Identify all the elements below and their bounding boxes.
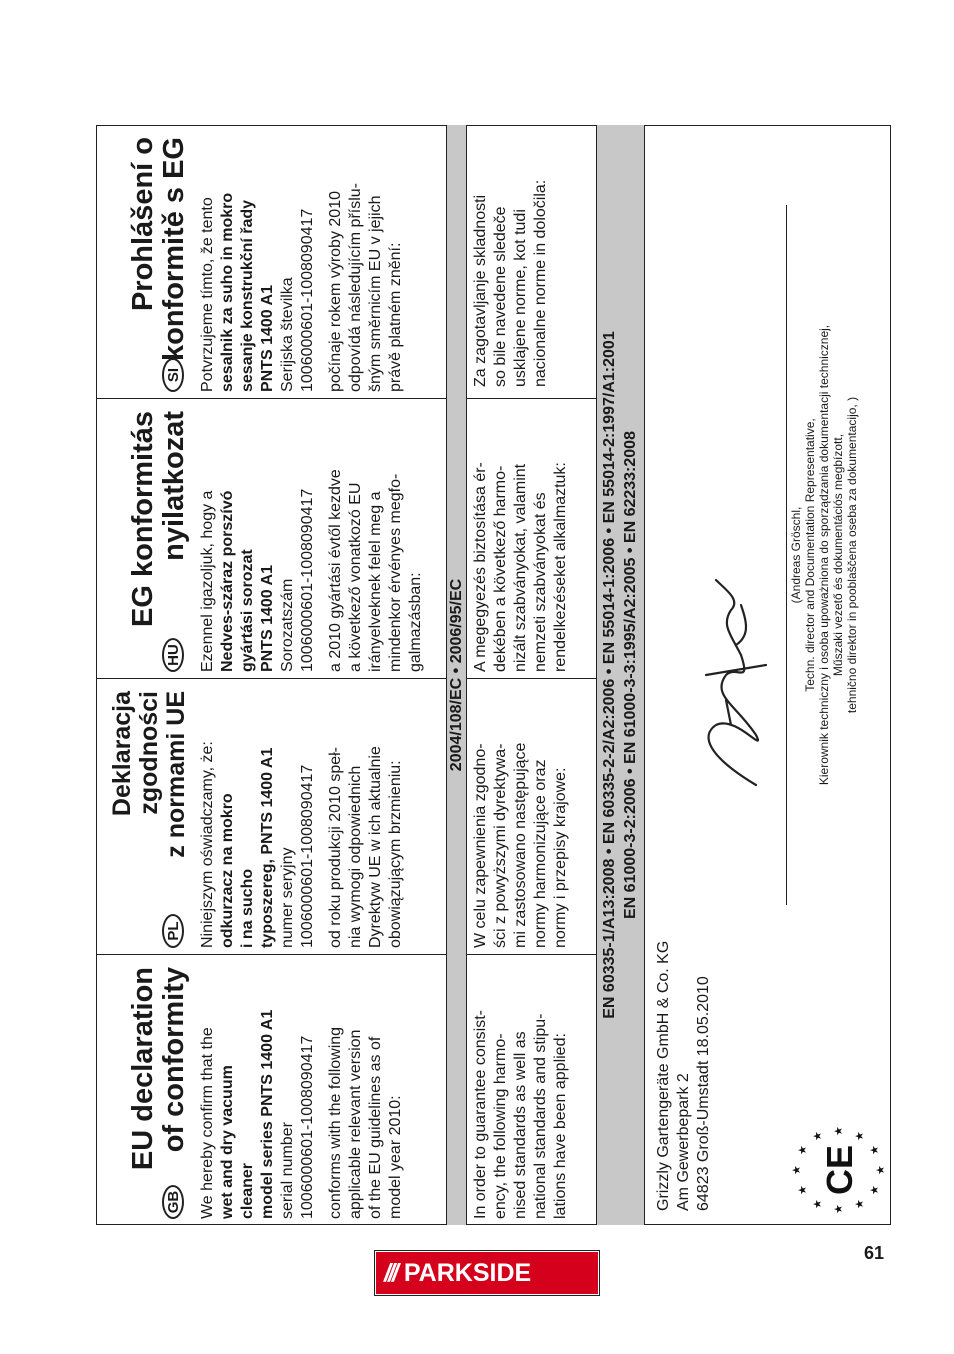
directives: 2004/108/EC • 2006/95/EC bbox=[448, 578, 465, 772]
svg-text:CE: CE bbox=[819, 1144, 860, 1196]
standards-intro-si: Za zagotavljanje skladnosti so bile navedene sledeče usklajene norme, kot tudi nacionalne norme in določila: bbox=[472, 179, 549, 387]
column-title-si: Prohlášení o konformitě s EG bbox=[127, 137, 190, 361]
column-si bbox=[96, 125, 446, 398]
standards-intro-pl: W celu zapewnienia zgodno- ści z powyższymi dyrektywa- mi zastosowano następujące normy harmonizujące oraz normy i przepisy krajowe: bbox=[472, 742, 569, 948]
svg-text:★: ★ bbox=[832, 1204, 845, 1214]
svg-text:★: ★ bbox=[811, 1131, 824, 1141]
signature-icon bbox=[696, 545, 776, 795]
country-badge-gb: GB bbox=[162, 1185, 184, 1219]
svg-text:★: ★ bbox=[790, 1165, 803, 1175]
column-body-si: Potvrzujeme tímto, že tento sesalnik za suho in mokro sesanje konstrukční řady PNTS 1400 A1 Serijska številka 1006000601-1008090417 počínaje rokem výroby 2010 odpovídá následujícím příslu- šným směrnicím EU v jejich právě platném znění: bbox=[199, 183, 404, 392]
signature-line bbox=[786, 205, 787, 905]
column-body-hu: Ezennel igazoljuk, hogy a Nedves-száraz porszívó gyártási sorozat PNTS 1400 A1 Sorozatszám 1006000601-1008090417 a 2010 gyártási évtől kezdve a következő vonatkozó EU irányelveknek felel meg a mindenkor érvényes megfo- galmazásban: bbox=[199, 469, 424, 672]
svg-text:★: ★ bbox=[853, 1131, 866, 1141]
standards-line-2: EN 61000-3-2:2006 • EN 61000-3-3:1995/A2:2005 • EN 62233:2008 bbox=[622, 431, 639, 919]
company-address: Grizzly Gartengeräte GmbH & Co. KG Am Gewerbepark 2 64823 Groß-Umstadt 18.05.2010 bbox=[655, 940, 712, 1211]
column-hu bbox=[96, 399, 446, 678]
column-title-pl: Deklaracja zgodności z normami UE bbox=[108, 691, 190, 858]
column-title-hu: EG konformitás nyilatkozat bbox=[127, 411, 190, 627]
brand-logo: /// PARKSIDE bbox=[376, 1252, 598, 1294]
standards-intro-gb: In order to guarantee consist- ency, the following harmo- nised standards as well as national standards and stipu- lations have been applied: bbox=[472, 1009, 569, 1219]
standards-intro-hu: A megegyezés biztosítása ér- dekében a következő harmo- nizált szabványokat, valamint nemzeti szabványokat és rendelkezéseket alkalmaztuk: bbox=[472, 462, 569, 672]
svg-text:★: ★ bbox=[874, 1165, 887, 1175]
svg-text:★: ★ bbox=[796, 1145, 809, 1155]
svg-text:★: ★ bbox=[796, 1185, 809, 1195]
signatory-caption: (Andreas Gröschl, Techn. director and Documentation Representative, Kierownik techniczny i osoba upoważniona do sporządzania dokumentacji technicznej, Műszaki vezető és dokumentációs megbízott, tehnično direktor in pooblaščena oseba za dokumentacijo, ) bbox=[789, 324, 859, 786]
column-title-gb: EU declaration of conformity bbox=[127, 967, 190, 1171]
country-badge-hu: HU bbox=[162, 638, 184, 672]
ce-mark-icon bbox=[786, 1115, 891, 1225]
declaration-page bbox=[96, 125, 891, 1225]
column-pl bbox=[96, 679, 446, 954]
column-gb bbox=[96, 955, 446, 1225]
logo-slashes-icon: /// bbox=[384, 1258, 396, 1287]
page-number: 61 bbox=[864, 1243, 885, 1263]
svg-text:★: ★ bbox=[832, 1126, 845, 1136]
svg-text:★: ★ bbox=[853, 1199, 866, 1209]
standards-line-1: EN 60335-1/A13:2008 • EN 60335-2-2/A2:2006 • EN 55014-1:2006 • EN 55014-2:1997/A1:2001 bbox=[601, 331, 618, 1019]
svg-text:★: ★ bbox=[811, 1199, 824, 1209]
country-badge-si: SI bbox=[162, 358, 184, 392]
svg-text:★: ★ bbox=[868, 1145, 881, 1155]
column-body-pl: Niniejszym oświadczamy, że: odkurzacz na mokro i na sucho typoszereg, PNTS 1400 A1 numer seryjny 1006000601-1008090417 od roku produkcji 2010 speł- nia wymogi odpowiednich Dyrektyw UE w ich aktualnie obowiązującym brzmieniu: bbox=[199, 741, 404, 948]
country-badge-pl: PL bbox=[162, 914, 184, 948]
column-body-gb: We hereby confirm that the wet and dry vacuum cleaner model series PNTS 1400 A1 serial number 1006000601-1008090417 conforms with the following applicable relevant version of the EU guidelines as of model year 2010: bbox=[199, 1009, 404, 1219]
svg-text:★: ★ bbox=[868, 1185, 881, 1195]
